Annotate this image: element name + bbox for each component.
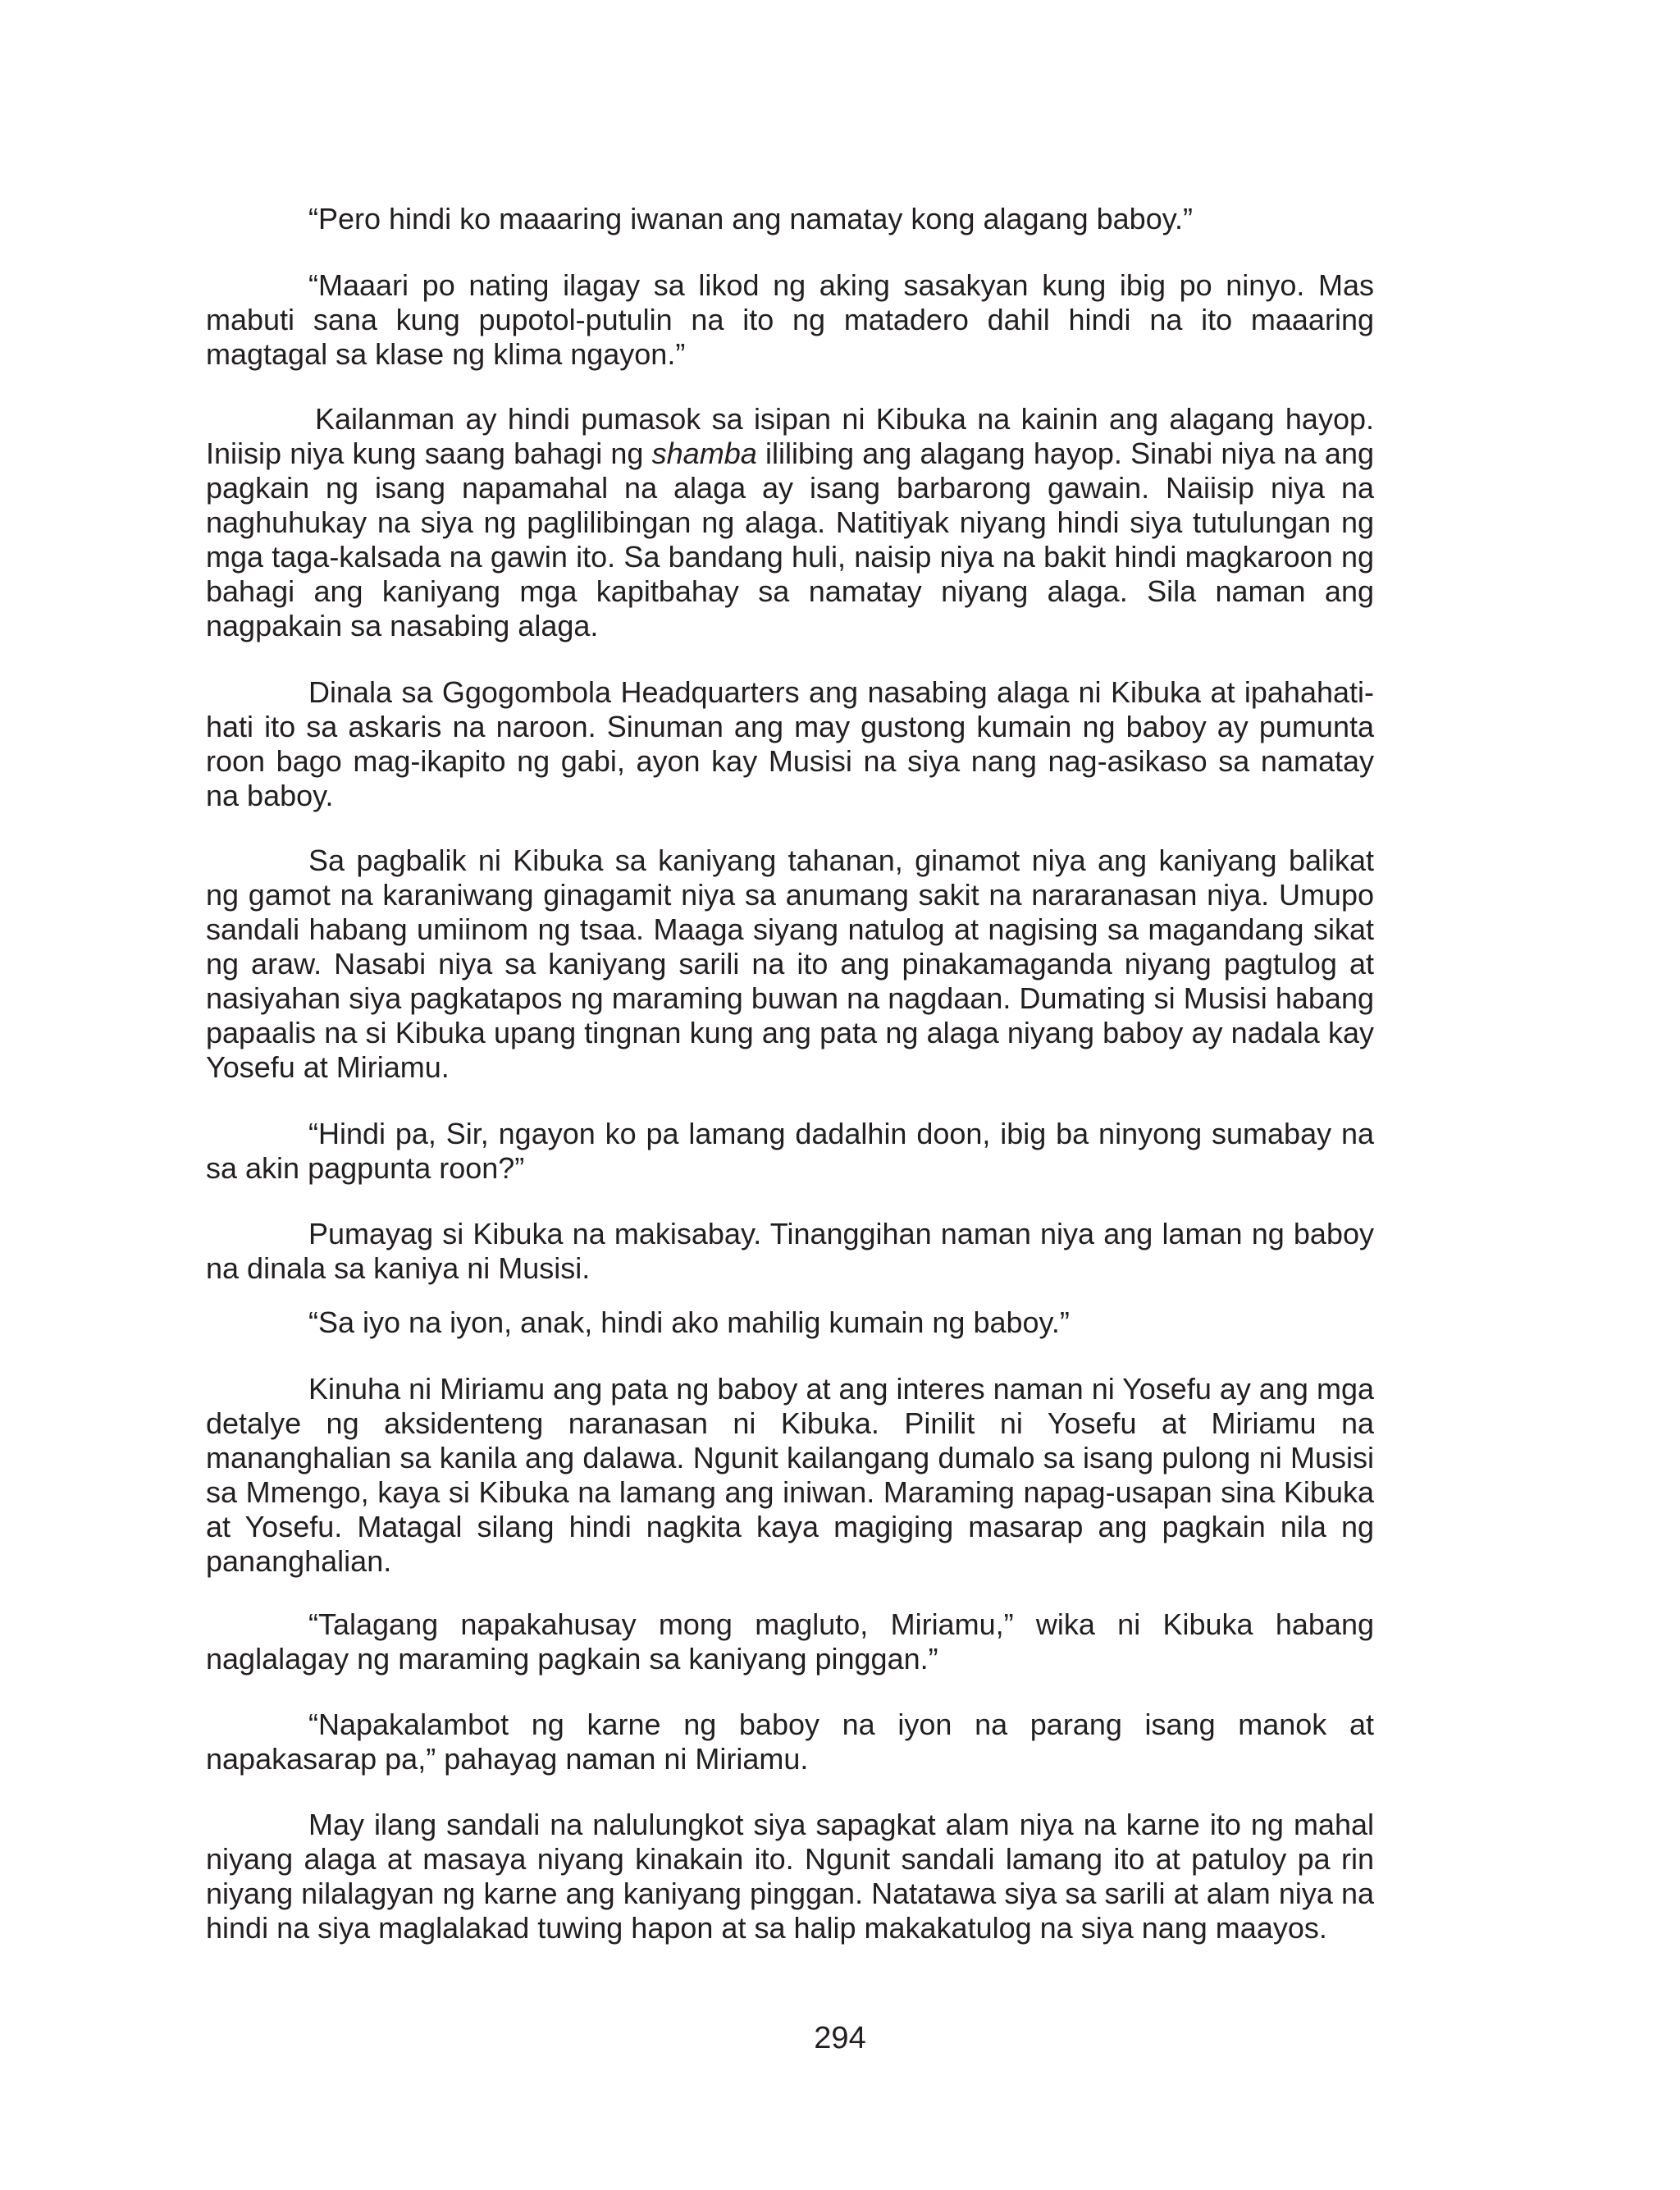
paragraph-2-text: “Maaari po nating ilagay sa likod ng aking sasakyan kung ibig po ninyo. Mas mabuti sana kung pupotol-putulin na ito ng matadero dahil hindi na ito maaaring magtagal sa klase ng klima ngayon.” [206, 268, 1374, 371]
page-number: 294 [814, 2021, 866, 2055]
paragraph-7 [206, 1217, 1374, 1286]
paragraph-1-text: “Pero hindi ko maaaring iwanan ang namatay kong alagang baboy.” [308, 202, 1194, 235]
paragraph-5-text: Sa pagbalik ni Kibuka sa kaniyang tahanan, ginamot niya ang kaniyang balikat ng gamot na karaniwang ginagamit niya sa anumang sakit na nararanasan niya. Umupo sandali habang umiinom ng tsaa. Maaga siyang natulog at nagising sa magandang sikat ng araw. Nasabi niya sa kaniyang sarili na ito ang pinakamaganda niyang pagtulog at nasiyahan siya pagkatapos ng maraming buwan na nagdaan. Dumating si Musisi habang papaalis na si Kibuka upang tingnan kung ang pata ng alaga niyang baboy ay nadala kay Yosefu at Miriamu. [206, 844, 1374, 1084]
paragraph-10 [206, 1607, 1374, 1676]
paragraph-8-text: “Sa iyo na iyon, anak, hindi ako mahilig kumain ng baboy.” [308, 1305, 1070, 1339]
paragraph-3 [206, 402, 1374, 643]
paragraph-6 [206, 1117, 1374, 1186]
paragraph-2 [206, 268, 1374, 372]
paragraph-12 [206, 1808, 1374, 1945]
paragraph-12-text: May ilang sandali na nalulungkot siya sapagkat alam niya na karne ito ng mahal niyang alaga at masaya niyang kinakain ito. Ngunit sandali lamang ito at patuloy pa rin niyang nilalagyan ng karne ang kaniyang pinggan. Natatawa siya sa sarili at alam niya na hindi na siya maglalakad tuwing hapon at sa halip makakatulog na siya nang maayos. [206, 1808, 1374, 1945]
paragraph-8 [206, 1305, 1374, 1340]
paragraph-3-text-after: ililibing ang alagang hayop. Sinabi niya na ang pagkain ng isang napamahal na alaga ay isang barbarong gawain. Naiisip niya na naghuhukay na siya ng paglilibingan ng alaga. Natitiyak niyang hindi siya tutulungan ng mga taga-kalsada na gawin ito. Sa bandang huli, naisip niya na bakit hindi magkaroon ng bahagi ang kaniyang mga kapitbahay sa namatay niyang alaga. Sila naman ang nagpakain sa nasabing alaga. [206, 437, 1374, 642]
paragraph-1 [206, 202, 1374, 236]
paragraph-11-text: “Napakalambot ng karne ng baboy na iyon na parang isang manok at napakasarap pa,” pahayag naman ni Miriamu. [206, 1708, 1374, 1776]
paragraph-9 [206, 1372, 1374, 1579]
paragraph-10-text: “Talagang napakahusay mong magluto, Miriamu,” wika ni Kibuka habang naglalagay ng maraming pagkain sa kaniyang pinggan.” [206, 1607, 1374, 1676]
paragraph-5 [206, 844, 1374, 1085]
paragraph-4-text: Dinala sa Ggogombola Headquarters ang nasabing alaga ni Kibuka at ipahahati-hati ito sa askaris na naroon. Sinuman ang may gustong kumain ng baboy ay pumunta roon bago mag-ikapito ng gabi, ayon kay Musisi na siya nang nag-asikaso sa namatay na baboy. [206, 675, 1374, 812]
paragraph-11 [206, 1708, 1374, 1776]
paragraph-9-text: Kinuha ni Miriamu ang pata ng baboy at ang interes naman ni Yosefu ay ang mga detalye ng aksidenteng naranasan ni Kibuka. Pinilit ni Yosefu at Miriamu na mananghalian sa kanila ang dalawa. Ngunit kailangang dumalo sa isang pulong ni Musisi sa Mmengo, kaya si Kibuka na lamang ang iniwan. Maraming napag-usapan sina Kibuka at Yosefu. Matagal silang hindi nagkita kaya magiging masarap ang pagkain nila ng pananghalian. [206, 1372, 1374, 1578]
paragraph-3-italic-term: shamba [651, 437, 757, 470]
paragraph-4 [206, 675, 1374, 813]
paragraph-6-text: “Hindi pa, Sir, ngayon ko pa lamang dadalhin doon, ibig ba ninyong sumabay na sa akin pagpunta roon?” [206, 1117, 1374, 1185]
paragraph-3-text-before: Kailanman ay hindi pumasok sa isipan ni Kibuka na kainin ang alagang hayop. Iniisip niya kung saang bahagi ng [206, 402, 1374, 470]
paragraph-7-text: Pumayag si Kibuka na makisabay. Tinanggihan naman niya ang laman ng baboy na dinala sa kaniya ni Musisi. [206, 1217, 1374, 1285]
